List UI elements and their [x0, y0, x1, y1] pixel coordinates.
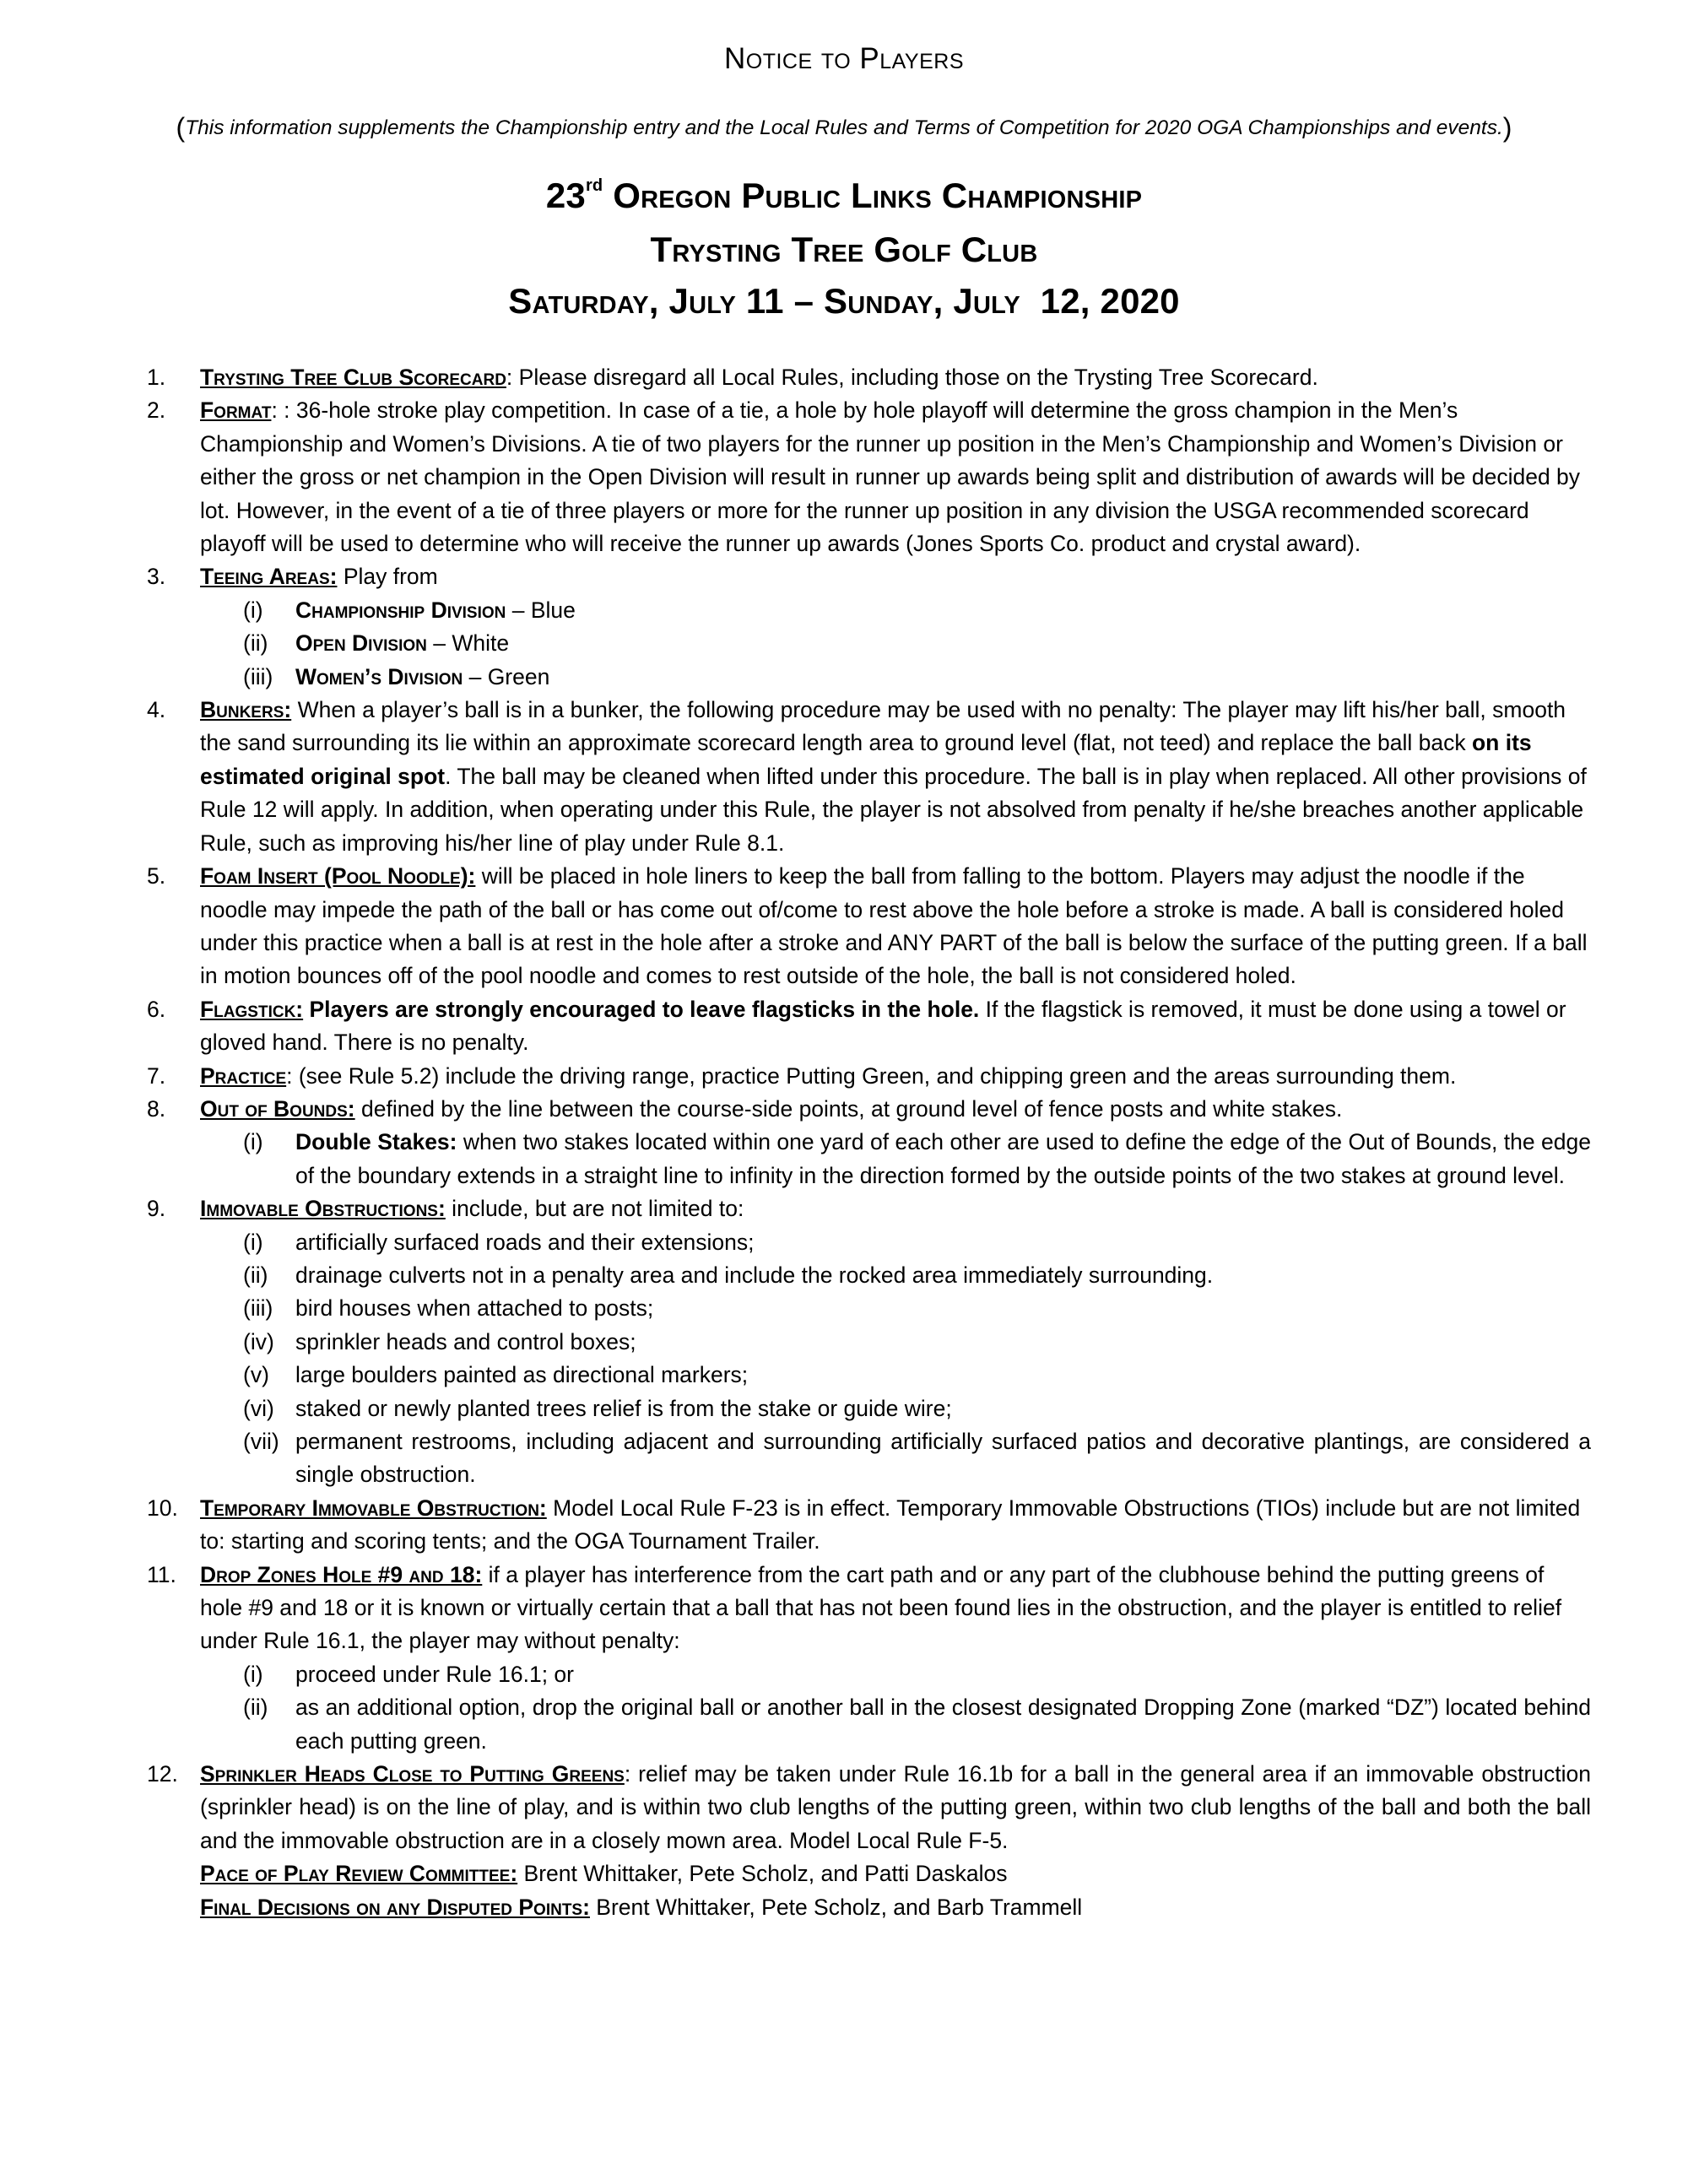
rule-item-4: 4. Bunkers: When a player’s ball is in a bunker, the following procedure may be used with no penalty: The player may lift his/her ball, smooth the sand surrounding its lie within an approximate scorecard length area to ground level (flat, not teed) and replace the ball back on its estimated original spot. The ball may be cleaned when lifted under this procedure. The ball is in play when replaced. All other provisions of Rule 12 will apply. In addition, when operating under this Rule, the player is not absolved from penalty if he/she breaches another applicable Rule, such as improving his/her line of play under Rule 8.1.	[147, 697, 1587, 856]
sub-item: (vii) permanent restrooms, including adjacent and surrounding artificially surfaced patios and decorative plantings, are considered a single obstruction.	[243, 1429, 1591, 1488]
rule-item-6: 6. Flagstick: Players are strongly encouraged to leave flagsticks in the hole. If the flagstick is removed, it must be done using a towel or gloved hand. There is no penalty.	[147, 996, 1566, 1056]
rules-list	[0, 361, 1688, 1924]
rule-item-1: 1. Trysting Tree Club Scorecard: Please disregard all Local Rules, including those on the Trysting Tree Scorecard.	[147, 365, 1318, 390]
rule-item-8: 8. Out of Bounds: defined by the line between the course-side points, at ground level of fence posts and white stakes.	[147, 1095, 1343, 1122]
sub-item: (ii) as an additional option, drop the original ball or another ball in the closest designated Dropping Zone (marked “DZ”) located behind each putting green.	[243, 1695, 1591, 1754]
rule-item-3: 3. Teeing Areas: Play from	[147, 564, 438, 590]
sub-item: (ii) drainage culverts not in a penalty area and include the rocked area immediately surrounding.	[243, 1262, 1214, 1288]
sub-item: (iii) Women’s Division – Green	[243, 663, 550, 689]
sub-item: (i) Championship Division – Blue	[243, 597, 576, 623]
final-decisions: Final Decisions on any Disputed Points: Brent Whittaker, Pete Scholz, and Barb Trammell	[200, 1894, 1083, 1920]
rule-item-10: 10. Temporary Immovable Obstruction: Model Local Rule F-23 is in effect. Temporary Immovable Obstructions (TIOs) include but are not limited to: starting and scoring tents; and the OGA Tournament Trailer.	[147, 1495, 1581, 1554]
sub-item: (vi) staked or newly planted trees relief is from the stake or guide wire;	[243, 1395, 952, 1421]
rule-item-11: 11. Drop Zones Hole #9 and 18: if a player has interference from the cart path and or any part of the clubhouse behind the putting greens of hole #9 and 18 or it is known or virtually certain that a ball that has not been found lies in the obstruction, and the player is entitled to relief under Rule 16.1, the player may without penalty:	[147, 1561, 1562, 1654]
sub-item: (i) proceed under Rule 16.1; or	[243, 1661, 574, 1687]
sub-item: (iii) bird houses when attached to posts;	[243, 1295, 654, 1322]
sub-item: (ii) Open Division – White	[243, 630, 510, 657]
rule-item-12: 12. Sprinkler Heads Close to Putting Greens: relief may be taken under Rule 16.1b for a ball in the general area if an immovable obstruction (sprinkler head) is on the line of play, and is within two club lengths of the putting green, within two club lengths of the ball and both the ball and the immovable obstruction are in a closely mown area. Model Local Rule F-5.	[147, 1761, 1591, 1853]
supplement-note: (This information supplements the Championship entry and the Local Rules and Terms of Competition for 2020 OGA Championships and events.)	[176, 112, 1512, 143]
rule-item-5: 5. Foam Insert (Pool Noodle): will be placed in hole liners to keep the ball from falling to the bottom. Players may adjust the noodle if the noodle may impede the path of the ball or has come out of/come to rest above the hole before a stroke is made. A ball is considered holed under this practice when a ball is at rest in the hole after a stroke and ANY PART of the ball is below the surface of the putting green. If a ball in motion bounces off of the pool noodle and comes to rest outside of the hole, the ball is not considered holed.	[147, 863, 1588, 989]
rule-item-2: 2. Format: : 36-hole stroke play competition. In case of a tie, a hole by hole playoff will determine the gross champion in the Men’s Championship and Women’s Divisions. A tie of two players for the runner up position in the Men’s Championship and Women’s Division or either the gross or net champion in the Open Division will result in runner up awards being split and distribution of awards will be decided by lot. However, in the event of a tie of three players or more for the runner up position in any division the USGA recommended scorecard playoff will be used to determine who will receive the runner up awards (Jones Sports Co. product and crystal award).	[147, 397, 1581, 557]
title-line-3: Saturday, July 11 – Sunday, July 12, 2020	[508, 281, 1180, 321]
rule-item-9: 9. Immovable Obstructions: include, but are not limited to:	[147, 1196, 744, 1222]
sub-item: (i) artificially surfaced roads and their extensions;	[243, 1229, 755, 1255]
notice-heading: Notice to Players	[723, 42, 965, 75]
title-line-2: Trysting Tree Golf Club	[650, 230, 1038, 269]
sub-item: (iv) sprinkler heads and control boxes;	[243, 1328, 636, 1354]
rule-item-7: 7. Practice: (see Rule 5.2) include the driving range, practice Putting Green, and chipping green and the areas surrounding them.	[147, 1062, 1457, 1089]
pace-of-play-committee: Pace of Play Review Committee: Brent Whittaker, Pete Scholz, and Patti Daskalos	[200, 1861, 1008, 1887]
sub-item: (v) large boulders painted as directional markers;	[243, 1362, 749, 1388]
sub-item: (i) Double Stakes: when two stakes located within one yard of each other are used to define the edge of the Out of Bounds, the edge of the boundary extends in a straight line to infinity in the direction formed by the outside points of the two stakes at ground level.	[243, 1129, 1591, 1188]
title-line-1: 23rd Oregon Public Links Championship	[545, 176, 1143, 215]
supplement-text: This information supplements the Championship entry and the Local Rules and Terms of Competition for 2020 OGA Championships and events.	[185, 116, 1503, 139]
